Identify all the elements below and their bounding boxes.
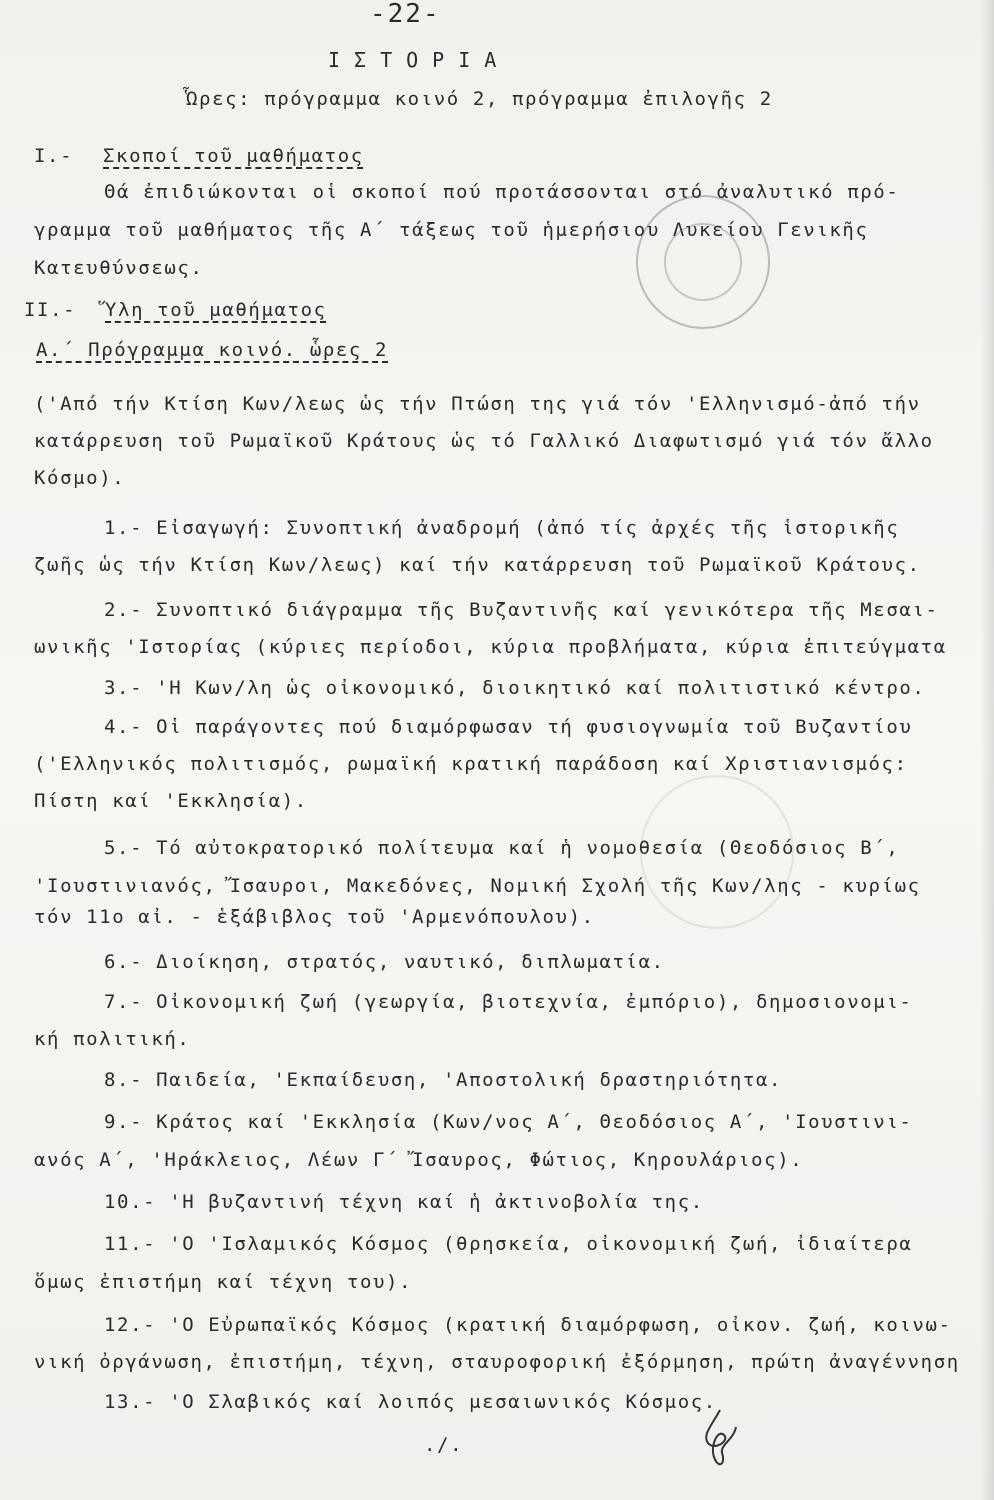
handwritten-signature (690, 1405, 750, 1475)
list-item-line: ('Ελληνικός πολιτισμός, ρωμαϊκή κρατική παράδοση καί Χριστιανισμός: (34, 753, 908, 775)
list-item-line: ωνικῆς 'Ιστορίας (κύριες περίοδοι, κύρια προβλήματα, κύρια ἐπιτεύγματα (34, 636, 947, 658)
section-1-body-line: Θά ἐπιδιώκονται οἱ σκοποί πού προτάσσονται στό ἀναλυτικό πρό- (104, 181, 900, 203)
page-edge-shadow (980, 0, 994, 1500)
section-2-heading: Ὕλη τοῦ μαθήματος (105, 299, 327, 321)
intro-line: Κόσμο). (34, 467, 126, 489)
list-item-line: Πίστη καί 'Εκκλησία). (34, 790, 308, 812)
list-item-line: 7.- Οἰκονομική ζωή (γεωργία, βιοτεχνία, ἐμπόριο), δημοσιονομι- (104, 991, 913, 1013)
document-title: ΙΣΤΟΡΙΑ (328, 48, 511, 72)
list-item-line: 2.- Συνοπτικό διάγραμμα τῆς Βυζαντινῆς καί γενικότερα τῆς Μεσαι- (104, 599, 939, 621)
official-stamp (636, 195, 770, 329)
section-2-subheading: Α.΄ Πρόγραμμα κοινό. ὧρες 2 (36, 339, 389, 361)
list-item-line: 5.- Τό αὐτοκρατορικό πολίτευμα καί ἡ νομοθεσία (Θεοδόσιος Β΄, (104, 837, 900, 859)
list-item-line: 8.- Παιδεία, 'Εκπαίδευση, 'Αποστολική δραστηριότητα. (104, 1069, 783, 1091)
section-2-numeral: II.- (24, 299, 77, 321)
list-item-line: ζωῆς ὡς τήν Κτίση Κων/λεως) καί τήν κατάρρευση τοῦ Ρωμαϊκοῦ Κράτους. (34, 554, 921, 576)
faded-stamp-impression (640, 775, 794, 929)
list-item-line: 6.- Διοίκηση, στρατός, ναυτικό, διπλωματία. (104, 951, 665, 973)
list-item-line: 1.- Εἰσαγωγή: Συνοπτική ἀναδρομή (ἀπό τίς ἀρχές τῆς ἱστορικῆς (104, 517, 900, 539)
page-number: -22- (370, 0, 441, 29)
section-1-body-line: γραμμα τοῦ μαθήματος τῆς Α΄ τάξεως τοῦ ἡμερήσιου Λυκείου Γενικῆς (34, 219, 869, 241)
intro-line: κατάρρευση τοῦ Ρωμαϊκοῦ Κράτους ὡς τό Γαλλικό Διαφωτισμό γιά τόν ἄλλο (34, 430, 934, 452)
hours-line: Ὧρες: πρόγραμμα κοινό 2, πρόγραμμα ἐπιλογῆς 2 (186, 88, 773, 110)
list-item-line: 12.- 'Ο Εὐρωπαϊκός Κόσμος (κρατική διαμόρφωση, οἰκον. ζωή, κοινω- (104, 1314, 952, 1336)
list-item-line: τόν 11ο αἰ. - ἑξάβιβλος τοῦ 'Αρμενόπουλου). (34, 906, 595, 928)
footer-mark: ./. (424, 1434, 464, 1456)
list-item-line: κή πολιτική. (34, 1028, 191, 1050)
stamp-emblem (664, 223, 742, 301)
intro-line: ('Από τήν Κτίση Κων/λεως ὡς τήν Πτώση της γιά τόν 'Ελληνισμό-ἀπό τήν (34, 393, 921, 415)
list-item-line: 11.- 'Ο 'Ισλαμικός Κόσμος (θρησκεία, οἰκονομική ζωή, ἰδιαίτερα (104, 1233, 913, 1255)
section-1-body-line: Κατευθύνσεως. (34, 257, 204, 279)
list-item-line: 4.- Οἱ παράγοντες πού διαμόρφωσαν τή φυσιογνωμία τοῦ Βυζαντίου (104, 716, 913, 738)
list-item-line: 9.- Κράτος καί 'Εκκλησία (Κων/νος Α΄, Θεοδόσιος Α΄, 'Ιουστινι- (104, 1111, 913, 1133)
list-item-line: 13.- 'Ο Σλαβικός καί λοιπός μεσαιωνικός Κόσμος. (104, 1391, 717, 1413)
list-item-line: 10.- 'Η βυζαντινή τέχνη καί ἡ ἀκτινοβολία της. (104, 1191, 704, 1213)
list-item-line: ὅμως ἐπιστήμη καί τέχνη του). (34, 1271, 413, 1293)
section-1-numeral: I.- (34, 145, 74, 167)
list-item-line: 3.- 'Η Κων/λη ὡς οἰκονομικό, διοικητικό καί πολιτιστικό κέντρο. (104, 677, 926, 699)
list-item-line: ανός Α΄, 'Ηράκλειος, Λέων Γ΄ Ἴσαυρος, Φώτιος, Κηρουλάριος). (34, 1149, 804, 1171)
list-item-line: 'Ιουστινιανός, Ἴσαυροι, Μακεδόνες, Νομική Σχολή τῆς Κων/λης - κυρίως (34, 875, 921, 897)
section-1-heading: Σκοποί τοῦ μαθήματος (103, 145, 364, 167)
list-item-line: νική ὀργάνωση, ἐπιστήμη, τέχνη, σταυροφορική ἐξόρμηση, πρώτη ἀναγέννηση (34, 1351, 960, 1373)
